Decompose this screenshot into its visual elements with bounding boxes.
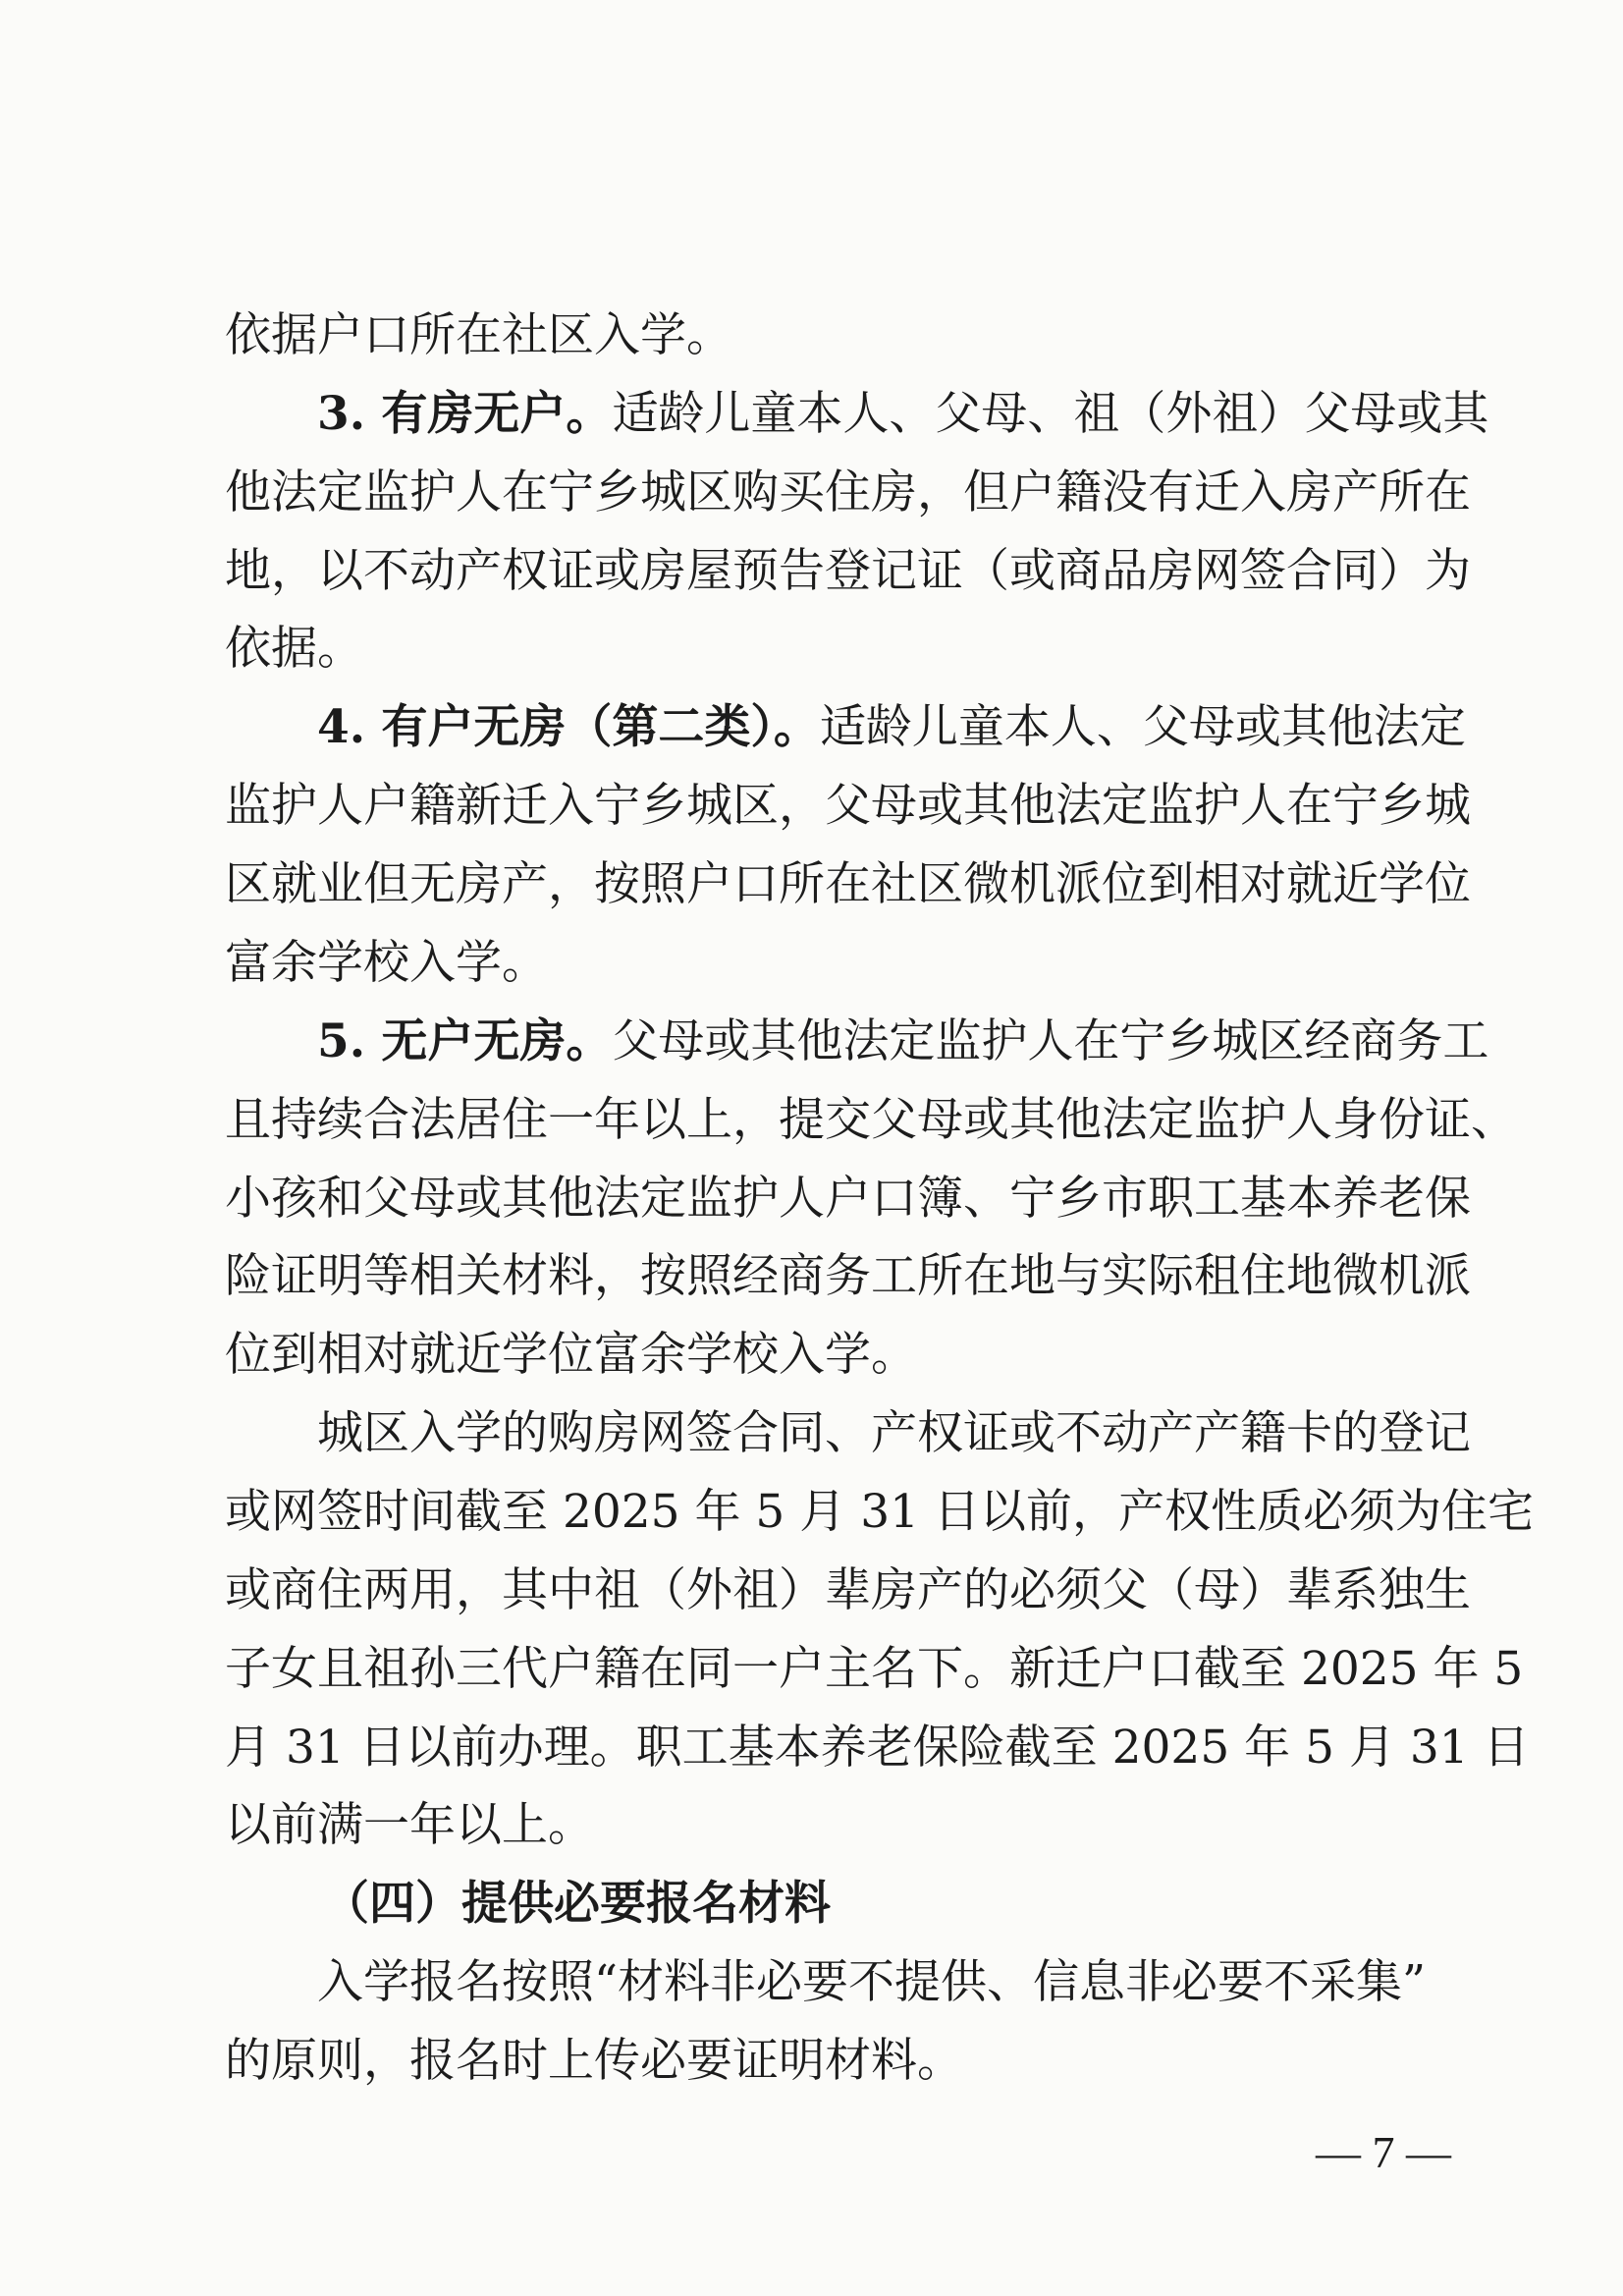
line-9-text: 富余学校入学。 bbox=[225, 936, 548, 990]
line-12-text: 小孩和父母或其他法定监护人户口簿、宁乡市职工基本养老保 bbox=[225, 1172, 1471, 1226]
line-19-text: 月 31 日以前办理。职工基本养老保险截至 2025 年 5 月 31 日 bbox=[225, 1721, 1530, 1775]
line-18-text: 子女且祖孙三代户籍在同一户主名下。新迁户口截至 2025 年 5 bbox=[225, 1642, 1524, 1696]
heading-5-label: 5. 无户无房。 bbox=[317, 1014, 613, 1068]
line-15-text: 城区入学的购房网签合同、产权证或不动产产籍卡的登记 bbox=[317, 1406, 1471, 1460]
line-20 bbox=[225, 1798, 1418, 1852]
line-14 bbox=[225, 1328, 1418, 1382]
line-17-text: 或商住两用，其中祖（外祖）辈房产的必须父（母）辈系独生 bbox=[225, 1563, 1471, 1617]
line-11 bbox=[225, 1093, 1517, 1147]
line-16 bbox=[225, 1485, 1534, 1539]
line-14-text: 位到相对就近学位富余学校入学。 bbox=[225, 1328, 917, 1382]
line-1-text: 依据户口所在社区入学。 bbox=[225, 308, 732, 362]
line-16-text: 或网签时间截至 2025 年 5 月 31 日以前，产权性质必须为住宅 bbox=[225, 1485, 1534, 1539]
line-23-text: 的原则，报名时上传必要证明材料。 bbox=[225, 2034, 963, 2088]
line-7 bbox=[225, 779, 1471, 833]
line-20-text: 以前满一年以上。 bbox=[225, 1798, 594, 1852]
line-13 bbox=[225, 1249, 1471, 1303]
line-8 bbox=[225, 857, 1471, 911]
line-10-text: 父母或其他法定监护人在宁乡城区经商务工 bbox=[612, 1014, 1489, 1068]
line-15 bbox=[317, 1406, 1471, 1460]
line-1 bbox=[225, 308, 1418, 362]
heading-3-label: 3. 有房无户。 bbox=[317, 387, 613, 441]
line-2-text: 适龄儿童本人、父母、祖（外祖）父母或其 bbox=[612, 387, 1489, 441]
line-3 bbox=[225, 465, 1471, 519]
line-10 bbox=[317, 1014, 1489, 1068]
line-5-text: 依据。 bbox=[225, 622, 363, 676]
line-11-text: 且持续合法居住一年以上，提交父母或其他法定监护人身份证、 bbox=[225, 1093, 1517, 1147]
line-18 bbox=[225, 1642, 1524, 1696]
line-22 bbox=[317, 1955, 1427, 2009]
line-5 bbox=[225, 622, 1418, 676]
line-4 bbox=[225, 544, 1471, 598]
line-21 bbox=[323, 1877, 1418, 1931]
line-3-text: 他法定监护人在宁乡城区购买住房，但户籍没有迁入房产所在 bbox=[225, 465, 1471, 519]
line-8-text: 区就业但无房产，按照户口所在社区微机派位到相对就近学位 bbox=[225, 857, 1471, 911]
line-13-text: 险证明等相关材料，按照经商务工所在地与实际租住地微机派 bbox=[225, 1249, 1471, 1303]
page-number: — 7 — bbox=[1316, 2127, 1451, 2177]
line-19 bbox=[225, 1721, 1530, 1775]
line-6-text: 适龄儿童本人、父母或其他法定 bbox=[819, 700, 1466, 754]
line-23 bbox=[225, 2034, 1418, 2088]
heading-4-label: 4. 有户无房（第二类）。 bbox=[317, 700, 820, 754]
line-12 bbox=[225, 1172, 1471, 1226]
line-4-text: 地，以不动产权证或房屋预告登记证（或商品房网签合同）为 bbox=[225, 544, 1471, 598]
line-17 bbox=[225, 1563, 1471, 1617]
line-22-text: 入学报名按照“材料非必要不提供、信息非必要不采集” bbox=[317, 1955, 1427, 2009]
line-7-text: 监护人户籍新迁入宁乡城区，父母或其他法定监护人在宁乡城 bbox=[225, 779, 1471, 833]
line-6 bbox=[317, 700, 1466, 754]
line-9 bbox=[225, 936, 1418, 990]
section-4-heading: （四）提供必要报名材料 bbox=[323, 1877, 831, 1931]
line-2 bbox=[317, 387, 1489, 441]
